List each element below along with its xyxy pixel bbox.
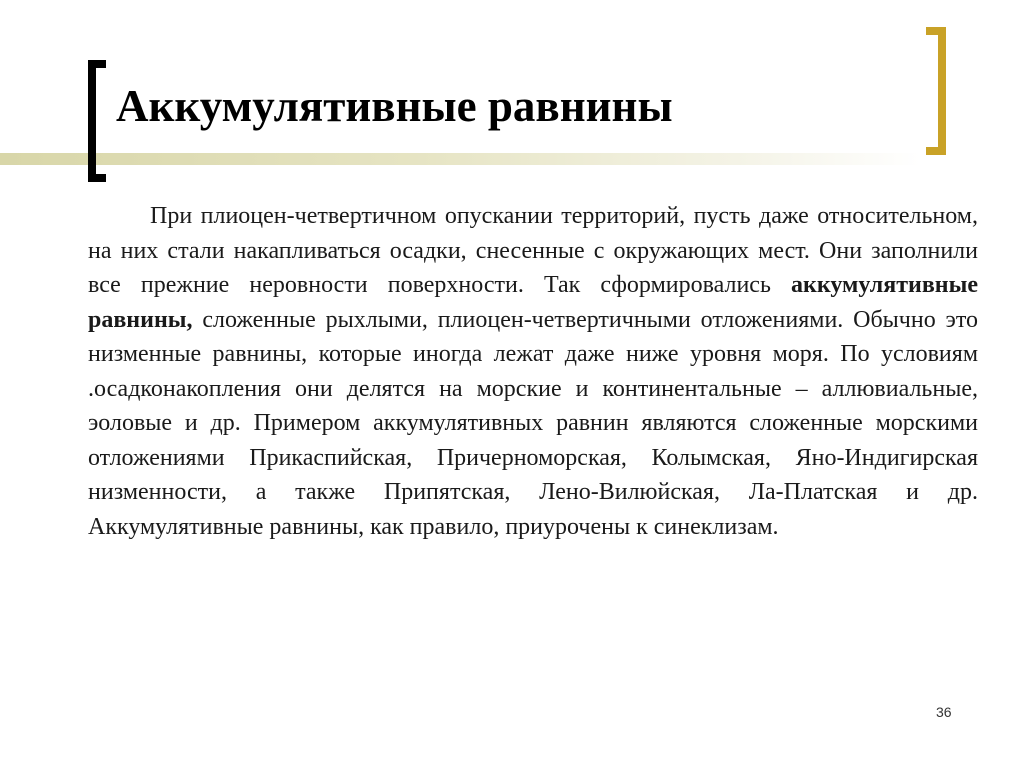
body-text-part-1: При плиоцен-четвертичном опускании территорий, пусть даже относительном, на них стали накапливаться осадки, снесенные с окружающих мест. Они заполнили все прежние неровности поверхности. Так сформировались bbox=[88, 203, 978, 298]
title-underline-bar bbox=[0, 153, 920, 165]
slide-title: Аккумулятивные равнины bbox=[116, 81, 673, 131]
slide-body-text bbox=[88, 199, 978, 544]
body-text-part-2: сложенные рыхлыми, плиоцен-четвертичными отложениями. Обычно это низменные равнины, которые иногда лежат даже ниже уровня моря. По условиям .осадконакопления они делятся на морские и континентальные – аллювиальные, эоловые и др. Примером аккумулятивных равнин являются сложенные морскими отложениями Прикаспийская, Причерноморская, Колымская, Яно-Индигирская низменности, а также Припятская, Лено-Вилюйская, Ла-Платская и др. Аккумулятивные равнины, как правило, приурочены к синеклизам. bbox=[88, 306, 978, 540]
right-bracket-decoration bbox=[926, 27, 946, 155]
page-number: 36 bbox=[936, 704, 952, 720]
left-bracket-decoration bbox=[88, 60, 106, 182]
body-text-bold-term: аккумулятивные равнины, bbox=[88, 272, 978, 333]
